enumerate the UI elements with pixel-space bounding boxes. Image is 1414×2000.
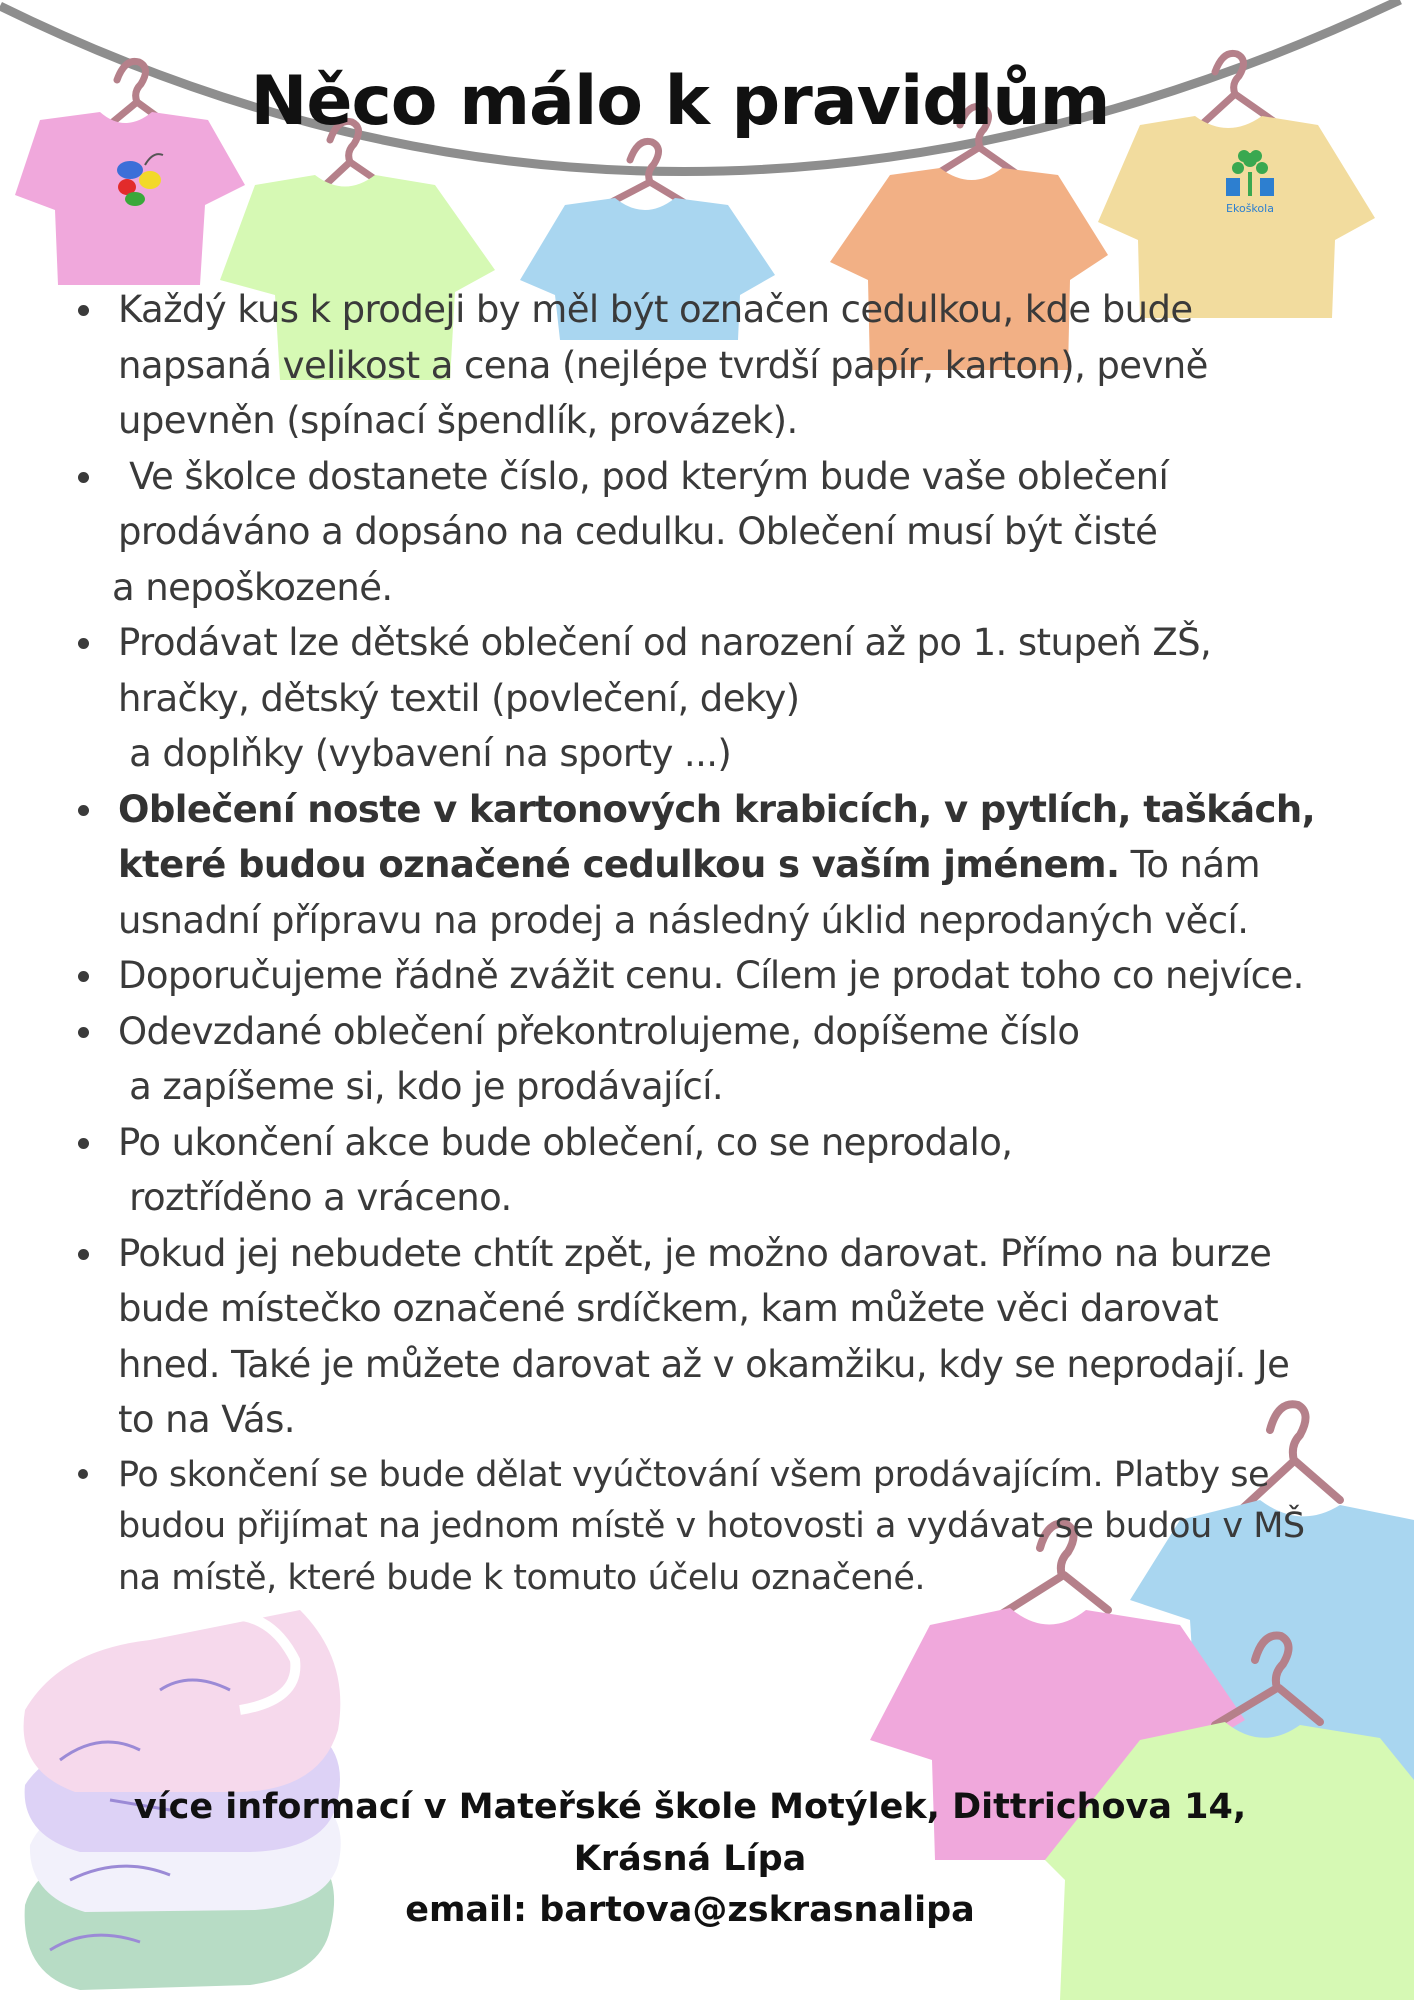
rule-line: budou přijímat na jednom místě v hotovosti a vydávat se budou v MŠ — [118, 1506, 1305, 1546]
rule-line: Ve školce dostanete číslo, pod kterým bude vaše oblečení — [118, 454, 1169, 498]
rule-line: bude místečko označené srdíčkem, kam můžete věci darovat — [118, 1287, 1218, 1330]
bullet-icon — [78, 971, 89, 982]
footer-email: email: bartova@zskrasnalipa — [405, 1890, 975, 1930]
rule-line: Pokud jej nebudete chtít zpět, je možno darovat. Přímo na burze — [118, 1231, 1272, 1275]
rule-line: hračky, dětský textil (povlečení, deky) — [118, 676, 800, 720]
footer-line: Krásná Lípa — [573, 1838, 807, 1879]
rule-line: a nepoškozené. — [112, 565, 393, 609]
list-item — [68, 449, 1368, 616]
rule-line: Doporučujeme řádně zvážit cenu. Cílem je prodat toho co nejvíce. — [118, 954, 1304, 997]
bullet-icon — [78, 305, 89, 316]
bullet-icon — [78, 638, 89, 649]
rule-line: Každý kus k prodeji by měl být označen cedulkou, kde bude — [118, 288, 1193, 331]
list-item — [68, 1115, 1368, 1226]
bullet-icon — [78, 1249, 89, 1260]
rule-line: usnadní přípravu na prodej a následný úklid neprodaných věcí. — [118, 898, 1249, 942]
rule-line: Po ukončení akce bude oblečení, co se neprodalo, — [118, 1120, 1013, 1164]
rule-line: napsaná velikost a cena (nejlépe tvrdší papír, karton), pevně — [118, 343, 1208, 387]
bullet-icon — [78, 1027, 89, 1038]
rule-line: upevněn (spínací špendlík, provázek). — [118, 399, 798, 442]
bullet-icon — [78, 1138, 89, 1149]
page-title: Něco málo k pravidlům — [250, 62, 1110, 141]
rule-line: na místě, které bude k tomuto účelu označené. — [118, 1557, 925, 1598]
rules-list — [68, 282, 1368, 1604]
ekoskola-logo-text: Ekoškola — [1226, 202, 1274, 215]
rule-line: Prodávat lze dětské oblečení od narození až po 1. stupeň ZŠ, — [118, 621, 1212, 664]
list-item — [68, 1448, 1368, 1605]
bullet-icon — [78, 805, 89, 816]
list-item — [68, 615, 1368, 782]
list-item — [68, 782, 1368, 949]
bullet-icon — [78, 472, 89, 483]
contact-footer — [0, 1782, 1380, 1937]
rule-line-bold: které budou označené cedulkou s vaším jménem. — [118, 843, 1120, 886]
rule-line-bold: Oblečení noste v kartonových krabicích, v pytlích, taškách, — [118, 787, 1316, 831]
rule-line: roztříděno a vráceno. — [118, 1176, 512, 1219]
rule-line: Po skončení se bude dělat vyúčtování všem prodávajícím. Platby se — [118, 1454, 1270, 1495]
rule-line: a zapíšeme si, kdo je prodávající. — [118, 1065, 724, 1108]
bullet-icon — [78, 1469, 88, 1479]
list-item — [68, 1226, 1368, 1448]
rule-line: to na Vás. — [118, 1398, 295, 1441]
rule-line: Odevzdané oblečení překontrolujeme, dopíšeme číslo — [118, 1009, 1080, 1053]
list-item — [68, 1004, 1368, 1115]
footer-line: více informací v Mateřské škole Motýlek, Dittrichova 14, — [133, 1787, 1247, 1827]
list-item — [68, 948, 1368, 1004]
rule-line-tail: To nám — [1119, 843, 1260, 886]
rule-line: prodáváno a dopsáno na cedulku. Oblečení musí být čisté — [118, 510, 1158, 553]
list-item — [68, 282, 1368, 449]
rule-line: hned. Také je můžete darovat až v okamžiku, kdy se neprodají. Je — [118, 1342, 1290, 1386]
rule-line: a doplňky (vybavení na sporty ...) — [118, 732, 732, 775]
